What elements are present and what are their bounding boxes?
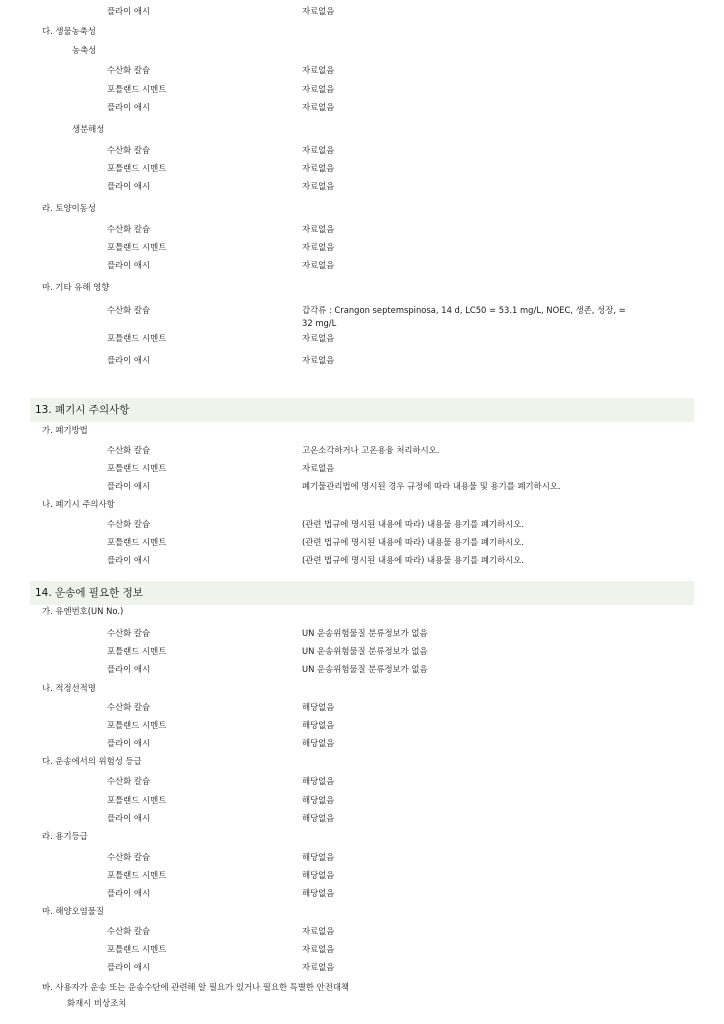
- other-effects-heading: 마. 기타 유해 영향: [42, 282, 110, 292]
- item-name: 포틀랜드 시멘트: [107, 84, 167, 94]
- packing-group-heading: 라. 용기등급: [42, 831, 88, 841]
- item-value: (관련 법규에 명시된 내용에 따라) 내용물 용기를 폐기하시오.: [302, 519, 524, 529]
- item-name: 플라이 애시: [107, 555, 151, 565]
- item-value: 자료없음: [302, 355, 335, 365]
- item-value: UN 운송위험물질 분류정보가 없음: [302, 664, 428, 674]
- item-value: 자료없음: [302, 926, 335, 936]
- item-value: (관련 법규에 명시된 내용에 따라) 내용물 용기를 폐기하시오.: [302, 537, 524, 547]
- item-name: 수산화 칼슘: [107, 702, 151, 712]
- item-name: 포틀랜드 시멘트: [107, 870, 167, 880]
- item-name: 수산화 칼슘: [107, 445, 151, 455]
- item-name: 수산화 칼슘: [107, 145, 151, 155]
- item-value: 자료없음: [302, 463, 335, 473]
- special-precautions-heading: 바. 사용자가 운송 또는 운송수단에 관련해 알 필요가 있거나 필요한 특별한 안전대책: [42, 982, 350, 992]
- item-name: 포틀랜드 시멘트: [107, 646, 167, 656]
- item-value: 자료없음: [302, 145, 335, 155]
- bioaccumulation-heading: 다. 생물농축성: [42, 26, 96, 36]
- item-name: 수산화 칼슘: [107, 305, 151, 315]
- item-value: 해당없음: [302, 852, 335, 862]
- item-value: (관련 법규에 명시된 내용에 따라) 내용물 용기를 폐기하시오.: [302, 555, 524, 565]
- item-name: 포틀랜드 시멘트: [107, 537, 167, 547]
- item-value: 자료없음: [302, 6, 335, 16]
- item-name: 포틀랜드 시멘트: [107, 720, 167, 730]
- section-14-title: 14. 운송에 필요한 정보: [35, 587, 143, 599]
- item-value: 해당없음: [302, 776, 335, 786]
- item-value: 자료없음: [302, 163, 335, 173]
- item-name: 포틀랜드 시멘트: [107, 333, 167, 343]
- item-value: 해당없음: [302, 888, 335, 898]
- item-name: 플라이 애시: [107, 260, 151, 270]
- item-value: UN 운송위험물질 분류정보가 없음: [302, 646, 428, 656]
- un-number-heading: 가. 유엔번호(UN No.): [42, 606, 124, 616]
- item-name: 수산화 칼슘: [107, 852, 151, 862]
- biodegradation-subheading: 생분해성: [72, 124, 105, 134]
- disposal-precaution-heading: 나. 폐기시 주의사항: [42, 499, 115, 509]
- item-name: 수산화 칼슘: [107, 776, 151, 786]
- item-name: 플라이 애시: [107, 962, 151, 972]
- item-name: 플라이 애시: [107, 355, 151, 365]
- item-value: 자료없음: [302, 181, 335, 191]
- item-value: 자료없음: [302, 102, 335, 112]
- item-name: 포틀랜드 시멘트: [107, 463, 167, 473]
- item-value: 자료없음: [302, 242, 335, 252]
- fire-emergency-subheading: 화재시 비상조치: [67, 998, 127, 1008]
- item-name: 플라이 애시: [107, 888, 151, 898]
- section-13-header: [30, 398, 694, 422]
- item-value: 해당없음: [302, 702, 335, 712]
- shipping-name-heading: 나. 적정선적명: [42, 683, 96, 693]
- disposal-method-heading: 가. 폐기방법: [42, 425, 88, 435]
- item-name: 플라이 애시: [107, 102, 151, 112]
- item-name: 수산화 칼슘: [107, 628, 151, 638]
- item-value: 폐기물관리법에 명시된 경우 규정에 따라 내용물 및 용기를 폐기하시오.: [302, 481, 561, 491]
- item-value: 해당없음: [302, 738, 335, 748]
- item-value: 자료없음: [302, 333, 335, 343]
- section-14-header: [30, 581, 694, 605]
- item-value: 해당없음: [302, 870, 335, 880]
- item-value: 해당없음: [302, 720, 335, 730]
- item-name: 플라이 애시: [107, 738, 151, 748]
- item-name: 포틀랜드 시멘트: [107, 242, 167, 252]
- item-value: 자료없음: [302, 944, 335, 954]
- soil-mobility-heading: 라. 토양이동성: [42, 203, 96, 213]
- item-value: 자료없음: [302, 260, 335, 270]
- item-name: 플라이 애시: [107, 6, 151, 16]
- item-name: 수산화 칼슘: [107, 519, 151, 529]
- item-value: UN 운송위험물질 분류정보가 없음: [302, 628, 428, 638]
- item-name: 포틀랜드 시멘트: [107, 944, 167, 954]
- ecotox-value-line2: 32 mg/L: [302, 318, 337, 328]
- marine-pollutant-heading: 마. 해양오염물질: [42, 906, 104, 916]
- item-name: 플라이 애시: [107, 813, 151, 823]
- item-name: 플라이 애시: [107, 481, 151, 491]
- item-name: 플라이 애시: [107, 181, 151, 191]
- item-name: 수산화 칼슘: [107, 65, 151, 75]
- item-name: 수산화 칼슘: [107, 224, 151, 234]
- item-name: 포틀랜드 시멘트: [107, 795, 167, 805]
- item-value: 고온소각하거나 고온용융 처리하시오.: [302, 445, 440, 455]
- item-name: 수산화 칼슘: [107, 926, 151, 936]
- item-value: 해당없음: [302, 813, 335, 823]
- item-value: 자료없음: [302, 84, 335, 94]
- item-value: 해당없음: [302, 795, 335, 805]
- item-value: 자료없음: [302, 224, 335, 234]
- ecotox-value-line1: 갑각류 : Crangon septemspinosa, 14 d, LC50 = 53.1 mg/L, NOEC, 생존, 성장, =: [302, 305, 626, 315]
- hazard-class-heading: 다. 운송에서의 위험성 등급: [42, 756, 142, 766]
- item-value: 자료없음: [302, 65, 335, 75]
- item-value: 자료없음: [302, 962, 335, 972]
- item-name: 플라이 애시: [107, 664, 151, 674]
- section-13-title: 13. 폐기시 주의사항: [35, 404, 130, 416]
- item-name: 포틀랜드 시멘트: [107, 163, 167, 173]
- bioaccumulation-subheading: 농축성: [72, 45, 97, 55]
